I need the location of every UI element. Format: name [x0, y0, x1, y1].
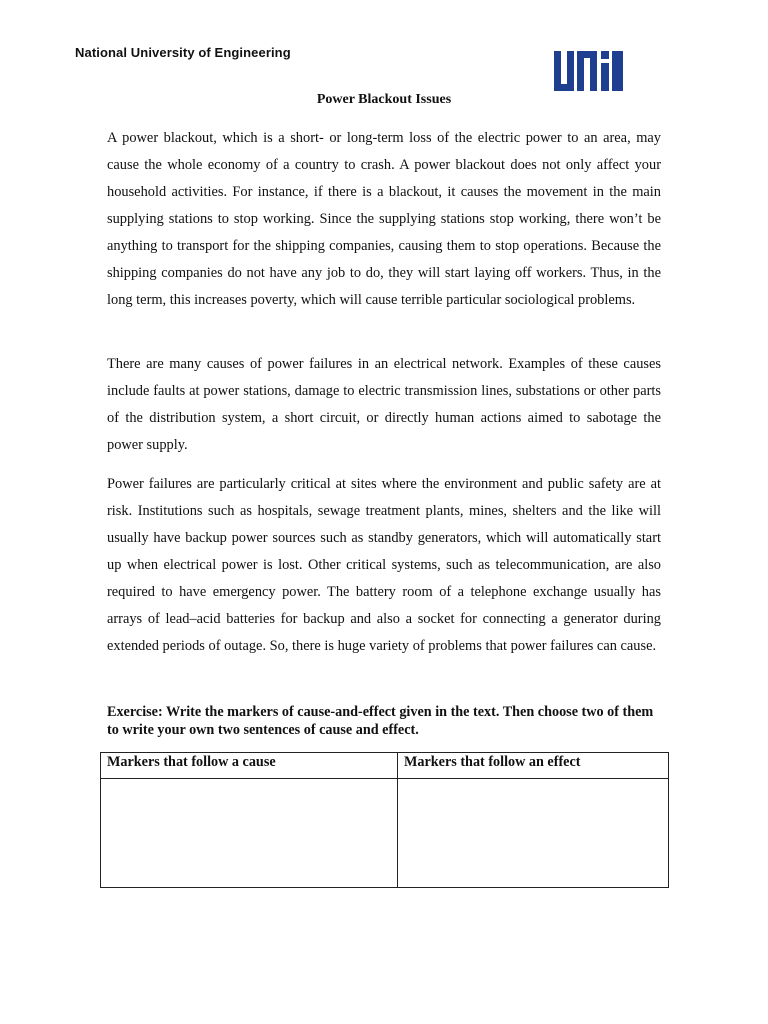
institution-name: National University of Engineering: [75, 45, 291, 60]
paragraph-1-text: A power blackout, which is a short- or long-term loss of the electric power to an area, may cause the whole economy of a country to crash. A power blackout does not only affect your household activities. For instance, if there is a blackout, it causes the movement in the main supplying stations to stop working. Since the supplying stations stop working, there won’t be anything to transport for the shipping companies, causing them to stop operations. Because the shipping companies do not have any job to do, they will start laying off workers. Thus, in the long term, this increases poverty, which will cause terrible particular sociological problems.: [107, 130, 661, 308]
paragraph-3: Power failures are particularly critical at sites where the environment and public safety are at risk. Institutions such as hospitals, sewage treatment plants, mines, shelters and the like will usually have backup power sources such as standby generators, which will automatically start up when electrical power is lost. Other critical systems, such as telecommunication, are also required to have emergency power. The battery room of a telephone exchange usually has arrays of lead–acid batteries for backup and also a socket for connecting a generator during extended periods of outage. So, there is huge variety of problems that power failures can cause.: [107, 476, 661, 654]
body-text: [107, 125, 661, 314]
document-title: Power Blackout Issues: [316, 92, 452, 107]
paragraph-1: [107, 125, 661, 314]
table-row: [101, 779, 669, 888]
university-logo: [554, 51, 623, 91]
exercise-instructions: Exercise: Write the markers of cause-and-effect given in the text. Then choose two of them to write your own two sentences of cause and effect.: [107, 704, 654, 738]
body-text-2: [107, 351, 661, 459]
table-header-row: [101, 753, 669, 779]
body-text-3: [107, 471, 661, 660]
table-header-cause: Markers that follow a cause: [101, 753, 398, 779]
paragraph-2: There are many causes of power failures in an electrical network. Examples of these causes include faults at power stations, damage to electric transmission lines, substations or other parts of the distribution system, a short circuit, or directly human actions aimed to sabotage the power supply.: [107, 356, 661, 453]
table-header-effect: Markers that follow an effect: [398, 753, 669, 779]
table-cell-cause[interactable]: [101, 779, 398, 888]
table-cell-effect[interactable]: [398, 779, 669, 888]
markers-table: [100, 752, 669, 888]
